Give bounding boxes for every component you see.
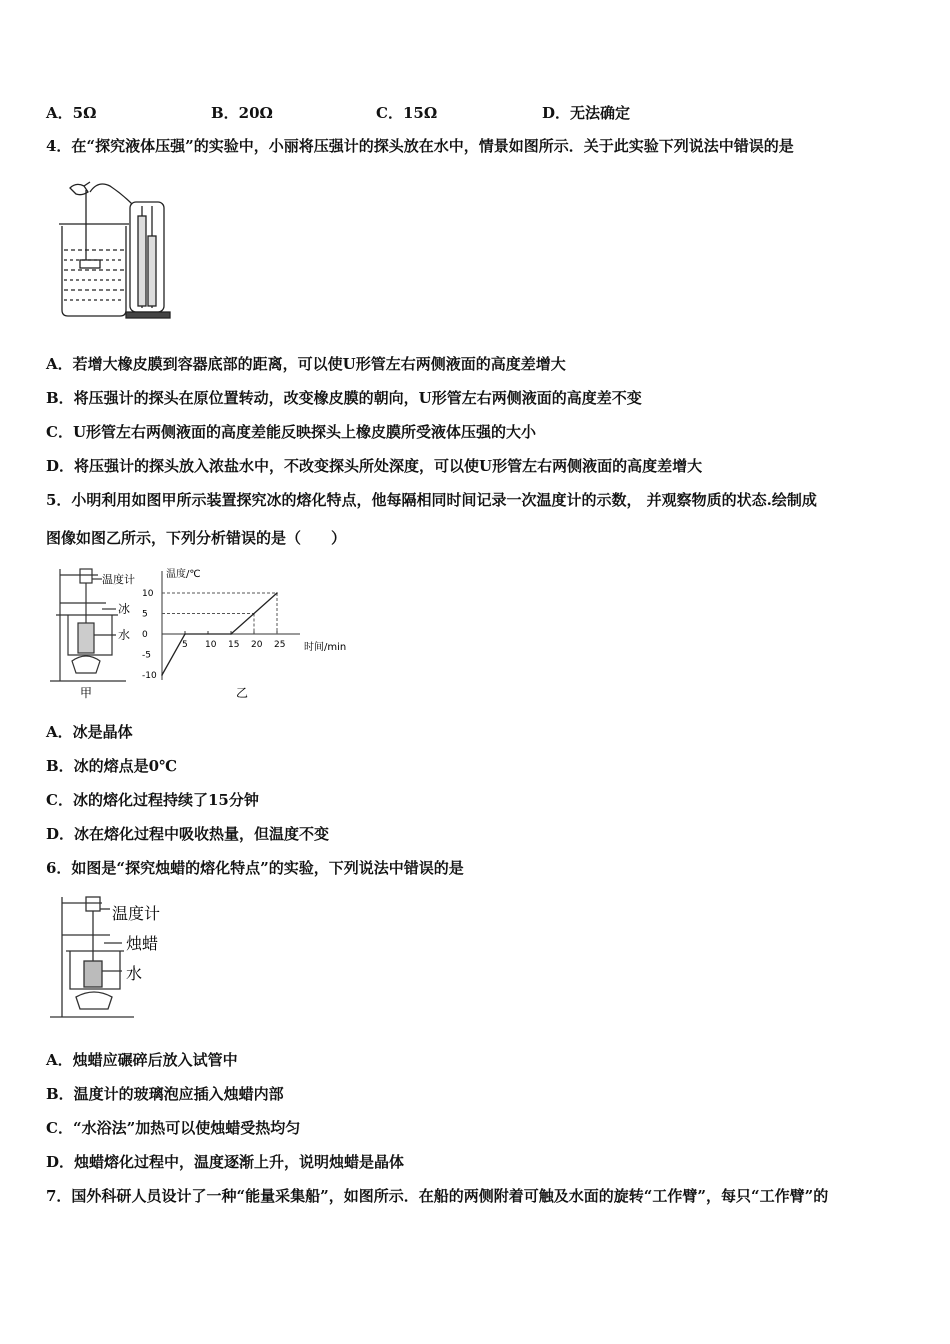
q5-stem-line1: 5．小明利用如图甲所示装置探究冰的熔化特点，他每隔相同时间记录一次温度计的示数， 并观察物质的状态.绘制成	[46, 491, 817, 509]
y-tick-label: -10	[142, 671, 157, 681]
x-tick-label: 15	[228, 640, 240, 650]
q4-option-b: B．将压强计的探头在原位置转动，改变橡皮膜的朝向，U形管左右两侧液面的高度差不变	[46, 389, 642, 407]
q5-stem-line2: 图像如图乙所示，下列分析错误的是（ ）	[46, 529, 347, 547]
x-tick-label: 5	[182, 640, 188, 650]
q6-stem: 6．如图是“探究烛蜡的熔化特点”的实验，下列说法中错误的是	[46, 859, 464, 877]
q3-option-c: C．15Ω	[376, 104, 438, 122]
y-tick-label: -5	[142, 650, 151, 661]
thermometer-label-jia: 温度计	[102, 573, 135, 586]
q6-option-c: C．“水浴法”加热可以使烛蜡受热均匀	[46, 1119, 301, 1137]
q6-wax-apparatus-figure	[46, 893, 176, 1023]
q6-option-a: A．烛蜡应碾碎后放入试管中	[46, 1051, 238, 1069]
x-tick-label: 10	[205, 640, 217, 650]
q4-option-a: A．若增大橡皮膜到容器底部的距离，可以使U形管左右两侧液面的高度差增大	[46, 355, 566, 373]
q5-option-c: C．冰的熔化过程持续了15分钟	[46, 791, 259, 809]
q3-option-d: D．无法确定	[542, 104, 631, 122]
data-point	[161, 674, 163, 676]
x-tick-label: 25	[274, 640, 286, 650]
q5-option-d: D．冰在熔化过程中吸收热量，但温度不变	[46, 825, 330, 843]
fig-label-jia: 甲	[80, 686, 93, 700]
data-point	[184, 633, 186, 635]
q6-option-b: B．温度计的玻璃泡应插入烛蜡内部	[46, 1085, 284, 1103]
q6-option-d: D．烛蜡熔化过程中，温度逐渐上升，说明烛蜡是晶体	[46, 1153, 405, 1171]
q5-temperature-time-chart	[140, 563, 360, 703]
q4-option-c: C．U形管左右两侧液面的高度差能反映探头上橡皮膜所受液体压强的大小	[46, 423, 537, 441]
q5-option-b: B．冰的熔点是0℃	[46, 757, 178, 775]
y-axis-label: 温度/℃	[166, 569, 201, 580]
x-axis-label: 时间/min	[304, 642, 347, 653]
water-label-jia: 水	[118, 628, 131, 642]
q7-stem: 7．国外科研人员设计了一种“能量采集船”，如图所示．在船的两侧附着可触及水面的旋转“工作臂”，每只“工作臂”的	[46, 1187, 829, 1205]
data-point	[230, 633, 232, 635]
y-tick-label: 0	[142, 630, 148, 640]
ice-label: 冰	[118, 602, 131, 616]
wax-label: 烛蜡	[126, 934, 159, 953]
y-tick-label: 10	[142, 589, 154, 599]
q3-option-a: A．5Ω	[46, 104, 97, 122]
q4-pressure-gauge-figure	[50, 180, 180, 320]
data-point	[276, 592, 278, 594]
q5-option-a: A．冰是晶体	[46, 723, 133, 741]
water-label-q6: 水	[126, 964, 143, 983]
fig-label-yi: 乙	[236, 686, 249, 700]
y-tick-label: 5	[142, 609, 148, 620]
q4-option-d: D．将压强计的探头放入浓盐水中，不改变探头所处深度，可以使U形管左右两侧液面的高度差增大	[46, 457, 703, 475]
q3-option-b: B．20Ω	[211, 104, 273, 122]
q4-stem: 4．在“探究液体压强”的实验中，小丽将压强计的探头放在水中，情景如图所示．关于此实验下列说法中错误的是	[46, 137, 794, 155]
x-tick-label: 20	[251, 640, 263, 650]
thermometer-label-q6: 温度计	[112, 904, 161, 923]
